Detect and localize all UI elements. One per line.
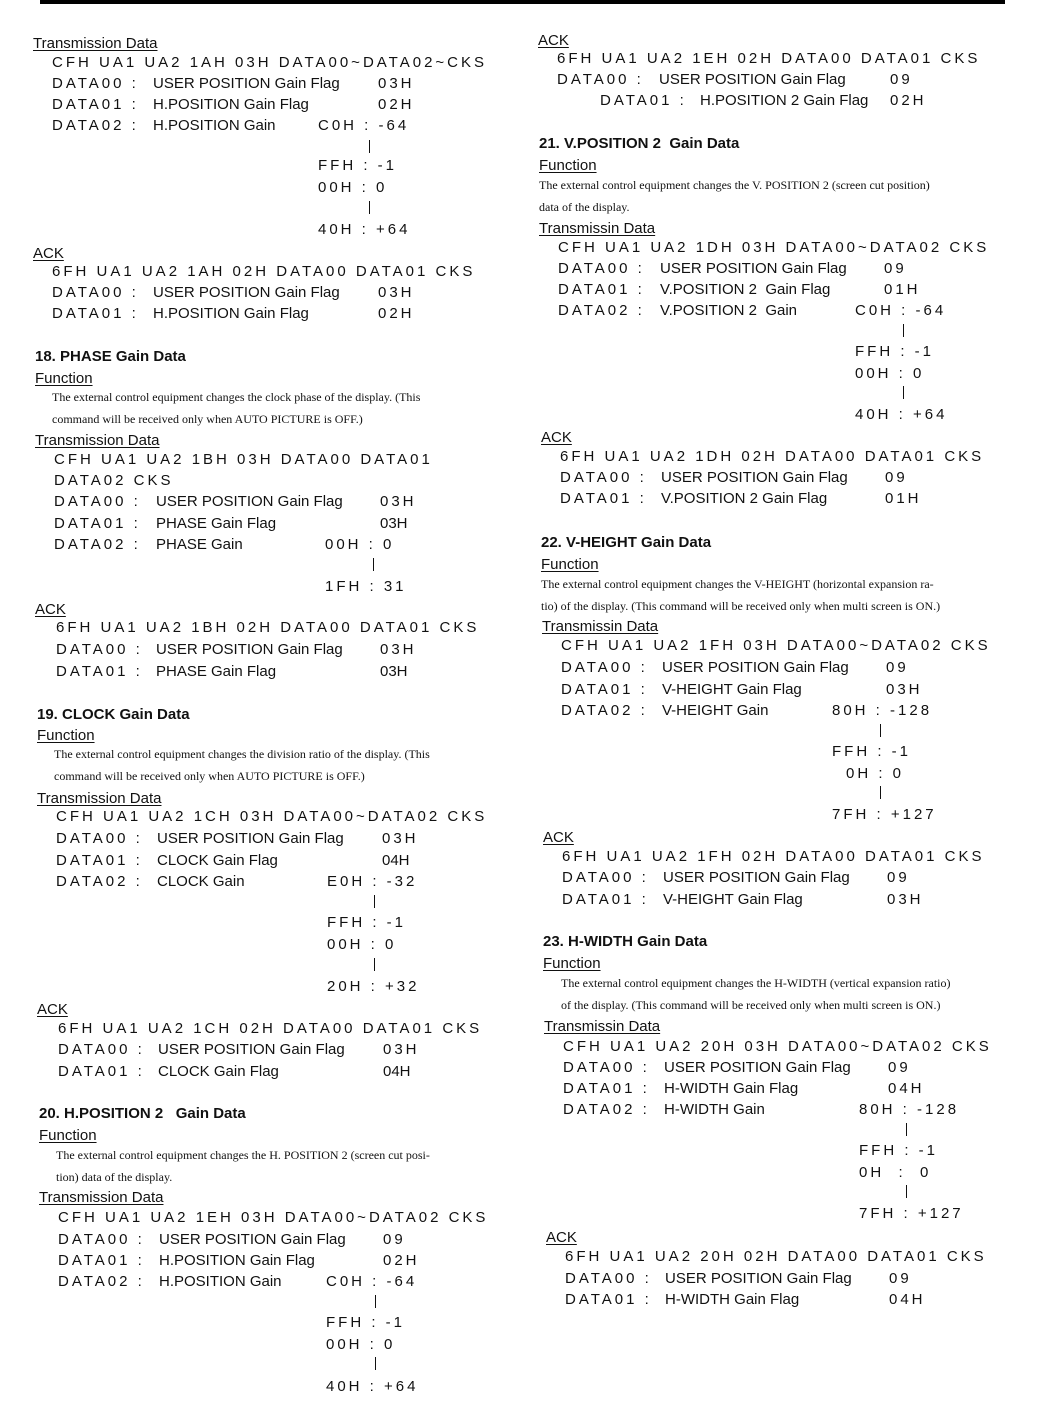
section-title: 23. H-WIDTH Gain Data	[543, 933, 708, 950]
row-key: DATA00 :	[58, 1231, 145, 1248]
row-label: H.POSITION 2 Gain Flag	[700, 92, 869, 109]
row-label: USER POSITION Gain Flag	[153, 284, 340, 301]
ack-command: 6FH UA1 UA2 1DH 02H DATA00 DATA01 CKS	[560, 448, 985, 465]
row-label: USER POSITION Gain Flag	[157, 830, 344, 847]
range-divider	[906, 1185, 907, 1198]
range-value: 00H : 0	[327, 936, 397, 953]
ack-heading: ACK	[541, 429, 572, 446]
row-label: H.POSITION Gain Flag	[153, 96, 309, 113]
row-value: 02H	[378, 96, 415, 113]
row-value: E0H : -32	[327, 873, 418, 890]
row-label: H.POSITION Gain Flag	[159, 1252, 315, 1269]
row-key: DATA01 :	[56, 852, 143, 869]
row-label: CLOCK Gain Flag	[158, 1063, 279, 1080]
transmission-heading: Transmissin Data	[542, 618, 659, 635]
row-label: USER POSITION Gain Flag	[661, 469, 848, 486]
ack-heading: ACK	[538, 32, 569, 49]
range-value: FFH : -1	[832, 743, 911, 760]
transmission-command: CFH UA1 UA2 1CH 03H DATA00~DATA02 CKS	[56, 808, 488, 825]
row-label: H.POSITION Gain	[159, 1273, 282, 1290]
row-key: DATA01 :	[58, 1252, 145, 1269]
row-label: H.POSITION Gain	[153, 117, 276, 134]
row-label: PHASE Gain Flag	[156, 663, 277, 680]
function-text: tio) of the display. (This command will be received only when multi screen is ON.)	[541, 599, 941, 613]
row-key: DATA00 :	[56, 830, 143, 847]
section-title: 18. PHASE Gain Data	[35, 348, 186, 365]
range-value: 0H : 0	[846, 765, 905, 782]
row-value: 04H	[382, 852, 410, 869]
range-value: 40H : +64	[855, 406, 948, 423]
ack-command: 6FH UA1 UA2 1EH 02H DATA00 DATA01 CKS	[557, 50, 981, 67]
transmission-heading: Transmissin Data	[539, 220, 656, 237]
ack-command: 6FH UA1 UA2 1BH 02H DATA00 DATA01 CKS	[56, 619, 480, 636]
row-value: 09	[889, 1270, 912, 1287]
row-label: V-HEIGHT Gain Flag	[662, 681, 802, 698]
row-value: 03H	[378, 75, 415, 92]
range-value: 00H : 0	[855, 365, 925, 382]
row-value: 09	[383, 1231, 406, 1248]
row-value: 04H	[888, 1080, 925, 1097]
row-key: DATA00 :	[557, 71, 644, 88]
range-value: FFH : -1	[326, 1314, 405, 1331]
section-title: 19. CLOCK Gain Data	[37, 706, 190, 723]
section-title: 22. V-HEIGHT Gain Data	[541, 534, 712, 551]
row-label: H.POSITION Gain Flag	[153, 305, 309, 322]
row-key: DATA02 :	[561, 702, 648, 719]
transmission-command: DATA02 CKS	[54, 472, 174, 489]
row-key: DATA02 :	[52, 117, 139, 134]
range-value: FFH : -1	[859, 1142, 938, 1159]
row-label: V.POSITION 2 Gain Flag	[661, 490, 828, 507]
row-label: USER POSITION Gain Flag	[660, 260, 847, 277]
row-key: DATA00 :	[52, 284, 139, 301]
row-value: 03H	[380, 493, 417, 510]
range-value: 00H : 0	[326, 1336, 396, 1353]
row-key: DATA01 :	[565, 1291, 652, 1308]
row-value: 01H	[885, 490, 922, 507]
row-key: DATA01 :	[54, 515, 141, 532]
row-value: 03H	[380, 663, 408, 680]
function-text: The external control equipment changes the V. POSITION 2 (screen cut position)	[539, 178, 930, 192]
row-key: DATA00 :	[58, 1041, 145, 1058]
transmission-heading: Transmissin Data	[544, 1018, 661, 1035]
range-value: 40H : +64	[326, 1378, 419, 1395]
function-text: data of the display.	[539, 200, 630, 214]
row-key: DATA01 :	[58, 1063, 145, 1080]
row-value: 04H	[383, 1063, 411, 1080]
function-heading: Function	[35, 370, 93, 387]
function-text: The external control equipment changes the division ratio of the display. (This	[54, 747, 430, 761]
row-value: 03H	[383, 1041, 420, 1058]
row-label: PHASE Gain Flag	[156, 515, 277, 532]
function-heading: Function	[37, 727, 95, 744]
ack-heading: ACK	[546, 1229, 577, 1246]
row-key: DATA01 :	[562, 891, 649, 908]
function-text: The external control equipment changes the H. POSITION 2 (screen cut posi-	[56, 1148, 430, 1162]
ack-heading: ACK	[33, 245, 64, 262]
transmission-command: CFH UA1 UA2 1AH 03H DATA00~DATA02~CKS	[52, 54, 488, 71]
range-divider	[373, 558, 374, 571]
section-title: 20. H.POSITION 2 Gain Data	[39, 1105, 246, 1122]
row-value: 03H	[886, 681, 923, 698]
range-divider	[369, 201, 370, 214]
row-label: V.POSITION 2 Gain Flag	[660, 281, 831, 298]
row-label: USER POSITION Gain Flag	[156, 641, 343, 658]
function-heading: Function	[539, 157, 597, 174]
section-title: 21. V.POSITION 2 Gain Data	[539, 135, 740, 152]
row-label: USER POSITION Gain Flag	[153, 75, 340, 92]
row-value: 80H : -128	[832, 702, 933, 719]
function-heading: Function	[543, 955, 601, 972]
transmission-command: CFH UA1 UA2 1DH 03H DATA00~DATA02 CKS	[558, 239, 990, 256]
function-text: command will be received only when AUTO PICTURE is OFF.)	[54, 769, 365, 783]
ack-command: 6FH UA1 UA2 1CH 02H DATA00 DATA01 CKS	[58, 1020, 483, 1037]
row-label: V-HEIGHT Gain	[662, 702, 769, 719]
row-value: C0H : -64	[326, 1273, 418, 1290]
range-divider	[903, 324, 904, 337]
row-key: DATA00 :	[52, 75, 139, 92]
row-key: DATA00 :	[54, 493, 141, 510]
row-key: DATA02 :	[56, 873, 143, 890]
row-value: 03H	[380, 515, 408, 532]
row-value: C0H : -64	[318, 117, 410, 134]
range-divider	[906, 1123, 907, 1136]
row-key: DATA00 :	[563, 1059, 650, 1076]
range-value: 7FH : +127	[859, 1205, 964, 1222]
row-key: DATA01 :	[56, 663, 143, 680]
row-label: USER POSITION Gain Flag	[663, 869, 850, 886]
row-key: DATA01 :	[558, 281, 645, 298]
row-key: DATA02 :	[58, 1273, 145, 1290]
row-key: DATA01 :	[560, 490, 647, 507]
row-value: 00H : 0	[325, 536, 395, 553]
row-value: C0H : -64	[855, 302, 947, 319]
row-key: DATA02 :	[563, 1101, 650, 1118]
transmission-heading: Transmission Data	[33, 35, 158, 52]
row-value: 09	[885, 469, 908, 486]
row-label: H-WIDTH Gain	[664, 1101, 765, 1118]
row-label: PHASE Gain	[156, 536, 243, 553]
function-text: The external control equipment changes the V-HEIGHT (horizontal expansion ra-	[541, 577, 934, 591]
range-value: FFH : -1	[327, 914, 406, 931]
row-label: H-WIDTH Gain Flag	[664, 1080, 799, 1097]
row-key: DATA02 :	[558, 302, 645, 319]
ack-heading: ACK	[37, 1001, 68, 1018]
row-label: CLOCK Gain	[157, 873, 245, 890]
row-value: 03H	[887, 891, 924, 908]
row-label: USER POSITION Gain Flag	[665, 1270, 852, 1287]
range-value: 00H : 0	[318, 179, 388, 196]
range-value: 1FH : 31	[325, 578, 407, 595]
range-value: 20H : +32	[327, 978, 420, 995]
range-value: 40H : +64	[318, 221, 411, 238]
range-divider	[374, 958, 375, 971]
row-value: 09	[886, 659, 909, 676]
function-text: The external control equipment changes the H-WIDTH (vertical expansion ratio)	[561, 976, 951, 990]
range-value: 7FH : +127	[832, 806, 937, 823]
range-divider	[374, 895, 375, 908]
row-key: DATA01 :	[52, 96, 139, 113]
range-value: FFH : -1	[318, 157, 397, 174]
row-value: 03H	[378, 284, 415, 301]
ack-command: 6FH UA1 UA2 1AH 02H DATA00 DATA01 CKS	[52, 263, 476, 280]
row-label: USER POSITION Gain Flag	[159, 1231, 346, 1248]
function-text: of the display. (This command will be received only when multi screen is ON.)	[561, 998, 941, 1012]
row-value: 04H	[889, 1291, 926, 1308]
transmission-command: CFH UA1 UA2 1EH 03H DATA00~DATA02 CKS	[58, 1209, 489, 1226]
row-key: DATA01 :	[561, 681, 648, 698]
ack-heading: ACK	[35, 601, 66, 618]
row-label: V.POSITION 2 Gain	[660, 302, 797, 319]
row-label: USER POSITION Gain Flag	[158, 1041, 345, 1058]
transmission-command: CFH UA1 UA2 1FH 03H DATA00~DATA02 CKS	[561, 637, 991, 654]
row-value: 03H	[380, 641, 417, 658]
row-value: 01H	[884, 281, 921, 298]
row-key: DATA01 :	[600, 92, 687, 109]
range-divider	[880, 724, 881, 737]
row-value: 80H : -128	[859, 1101, 960, 1118]
range-divider	[375, 1357, 376, 1370]
transmission-command: CFH UA1 UA2 1BH 03H DATA00 DATA01	[54, 451, 433, 468]
transmission-heading: Transmission Data	[35, 432, 160, 449]
range-divider	[369, 140, 370, 153]
row-key: DATA00 :	[56, 641, 143, 658]
row-label: USER POSITION Gain Flag	[156, 493, 343, 510]
range-value: FFH : -1	[855, 343, 934, 360]
row-label: H-WIDTH Gain Flag	[665, 1291, 800, 1308]
range-divider	[880, 786, 881, 799]
row-key: DATA01 :	[563, 1080, 650, 1097]
transmission-command: CFH UA1 UA2 20H 03H DATA00~DATA02 CKS	[563, 1038, 992, 1055]
row-label: CLOCK Gain Flag	[157, 852, 278, 869]
function-text: tion) data of the display.	[56, 1170, 173, 1184]
row-key: DATA00 :	[560, 469, 647, 486]
ack-command: 6FH UA1 UA2 1FH 02H DATA00 DATA01 CKS	[562, 848, 985, 865]
row-value: 02H	[383, 1252, 420, 1269]
function-heading: Function	[541, 556, 599, 573]
function-heading: Function	[39, 1127, 97, 1144]
row-key: DATA00 :	[558, 260, 645, 277]
function-text: command will be received only when AUTO PICTURE is OFF.)	[52, 412, 363, 426]
ack-heading: ACK	[543, 829, 574, 846]
row-label: USER POSITION Gain Flag	[664, 1059, 851, 1076]
row-value: 02H	[890, 92, 927, 109]
row-value: 09	[888, 1059, 911, 1076]
top-rule	[40, 0, 1005, 4]
row-key: DATA00 :	[561, 659, 648, 676]
row-key: DATA02 :	[54, 536, 141, 553]
row-label: V-HEIGHT Gain Flag	[663, 891, 803, 908]
row-key: DATA01 :	[52, 305, 139, 322]
function-text: The external control equipment changes the clock phase of the display. (This	[52, 390, 421, 404]
row-key: DATA00 :	[562, 869, 649, 886]
transmission-heading: Transmission Data	[37, 790, 162, 807]
row-value: 09	[884, 260, 907, 277]
range-divider	[375, 1295, 376, 1308]
row-label: USER POSITION Gain Flag	[662, 659, 849, 676]
row-value: 09	[887, 869, 910, 886]
row-value: 09	[890, 71, 913, 88]
range-value: 0H : 0	[859, 1164, 932, 1181]
row-label: USER POSITION Gain Flag	[659, 71, 846, 88]
transmission-heading: Transmission Data	[39, 1189, 164, 1206]
row-value: 03H	[382, 830, 419, 847]
row-key: DATA00 :	[565, 1270, 652, 1287]
ack-command: 6FH UA1 UA2 20H 02H DATA00 DATA01 CKS	[565, 1248, 987, 1265]
range-divider	[903, 386, 904, 399]
row-value: 02H	[378, 305, 415, 322]
